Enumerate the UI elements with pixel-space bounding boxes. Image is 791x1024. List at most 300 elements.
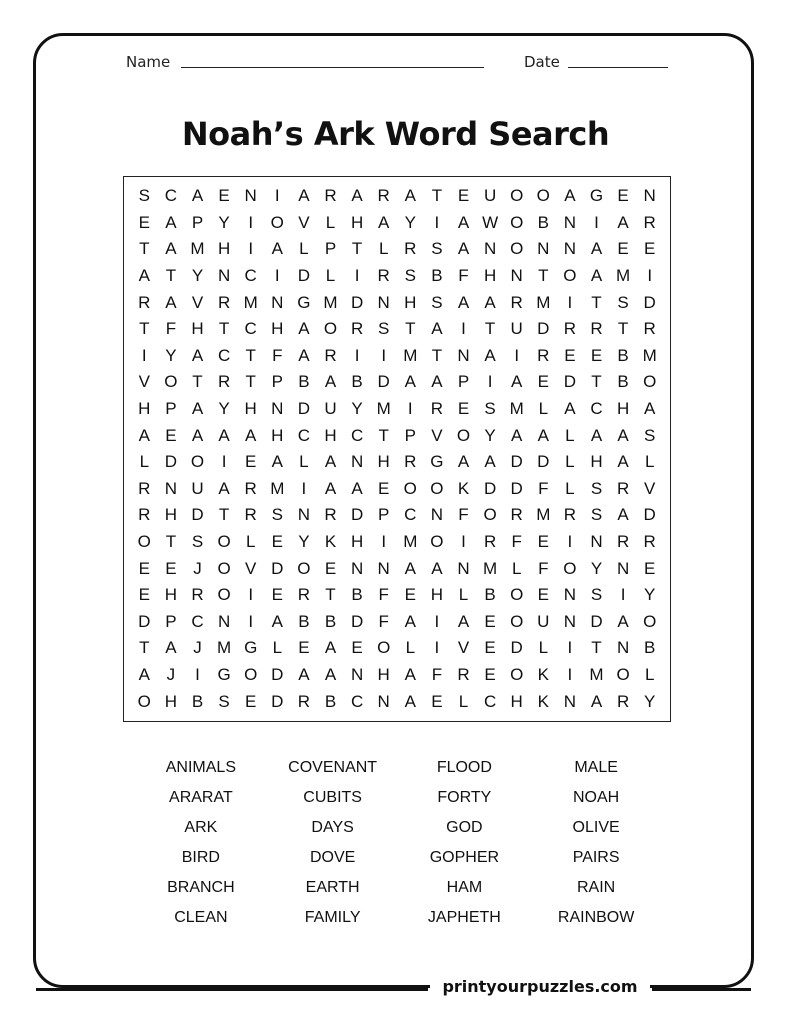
grid-letter[interactable]: L [458,585,469,605]
grid-letter[interactable]: N [164,478,178,498]
grid-letter[interactable]: E [404,585,416,605]
grid-letter[interactable]: E [537,372,549,392]
grid-letter[interactable]: R [510,505,523,525]
grid-letter[interactable]: L [538,638,549,658]
grid-letter[interactable]: U [324,399,337,419]
grid-letter[interactable]: B [484,585,496,605]
grid-letter[interactable]: A [431,558,443,578]
grid-letter[interactable]: O [270,212,284,232]
grid-letter[interactable]: A [165,292,177,312]
grid-letter[interactable]: M [509,399,524,419]
grid-letter[interactable]: Y [218,212,230,232]
grid-letter[interactable]: R [616,478,630,498]
grid-letter[interactable]: O [563,558,577,578]
grid-letter[interactable]: F [378,611,389,631]
grid-letter[interactable]: F [431,665,443,685]
grid-letter[interactable]: V [644,478,656,498]
grid-letter[interactable]: H [510,691,523,711]
grid-letter[interactable]: O [297,558,311,578]
grid-letter[interactable]: O [430,532,444,552]
grid-letter[interactable]: A [590,691,603,711]
grid-letter[interactable]: S [378,319,390,339]
grid-letter[interactable]: N [377,292,390,312]
grid-letter[interactable]: E [457,186,470,206]
grid-letter[interactable]: A [404,691,416,711]
grid-letter[interactable]: E [271,585,283,605]
grid-letter[interactable]: M [616,266,631,286]
grid-letter[interactable]: H [138,399,151,419]
grid-letter[interactable]: E [245,452,257,472]
grid-letter[interactable]: O [164,372,178,392]
grid-letter[interactable]: D [563,372,577,392]
grid-letter[interactable]: H [217,239,231,259]
grid-letter[interactable]: A [590,425,603,445]
grid-letter[interactable]: A [271,452,283,472]
grid-letter[interactable]: A [431,372,443,392]
grid-letter[interactable]: N [590,532,603,552]
grid-letter[interactable]: B [537,212,549,232]
grid-letter[interactable]: P [165,399,177,419]
grid-letter[interactable]: N [510,266,523,286]
grid-letter[interactable]: A [457,452,470,472]
grid-letter[interactable]: B [644,638,656,658]
grid-letter[interactable]: A [324,452,337,472]
grid-letter[interactable]: M [217,638,232,658]
grid-letter[interactable]: A [138,425,150,445]
grid-letter[interactable]: P [457,372,470,392]
grid-letter[interactable]: D [350,611,364,631]
grid-letter[interactable]: I [301,478,307,498]
grid-letter[interactable]: N [457,558,470,578]
grid-letter[interactable]: A [218,478,230,498]
grid-letter[interactable]: F [272,345,283,365]
grid-letter[interactable]: I [487,372,493,392]
grid-letter[interactable]: T [617,319,629,339]
grid-letter[interactable]: L [538,399,549,419]
grid-letter[interactable]: A [324,638,337,658]
grid-letter[interactable]: R [191,585,204,605]
name-field[interactable] [181,67,484,68]
grid-letter[interactable]: R [377,186,390,206]
grid-letter[interactable]: R [297,691,311,711]
grid-letter[interactable]: E [271,532,283,552]
grid-letter[interactable]: L [405,638,416,658]
grid-letter[interactable]: U [510,319,523,339]
grid-letter[interactable]: K [537,691,549,711]
grid-letter[interactable]: N [563,691,577,711]
grid-letter[interactable]: E [324,558,337,578]
grid-letter[interactable]: U [537,611,550,631]
grid-letter[interactable]: V [245,558,257,578]
grid-letter[interactable]: I [434,611,440,631]
grid-letter[interactable]: E [644,558,656,578]
grid-letter[interactable]: B [324,611,337,631]
grid-letter[interactable]: C [244,266,257,286]
grid-letter[interactable]: P [165,611,177,631]
grid-letter[interactable]: T [165,532,177,552]
grid-letter[interactable]: L [644,452,655,472]
grid-letter[interactable]: R [563,505,577,525]
grid-letter[interactable]: R [404,239,417,259]
grid-letter[interactable]: Y [191,266,204,286]
grid-letter[interactable]: E [590,345,603,365]
grid-letter[interactable]: A [511,425,523,445]
grid-letter[interactable]: N [616,638,630,658]
grid-letter[interactable]: A [271,611,283,631]
grid-letter[interactable]: F [458,505,469,525]
grid-letter[interactable]: C [244,319,257,339]
grid-letter[interactable]: P [404,425,416,445]
grid-letter[interactable]: E [245,691,257,711]
grid-letter[interactable]: Y [644,691,656,711]
grid-letter[interactable]: D [483,478,497,498]
grid-letter[interactable]: J [193,558,202,578]
grid-letter[interactable]: N [217,266,231,286]
grid-letter[interactable]: G [430,452,444,472]
grid-letter[interactable]: T [431,345,443,365]
grid-letter[interactable]: E [378,478,390,498]
grid-letter[interactable]: A [590,266,603,286]
grid-letter[interactable]: H [191,319,204,339]
grid-letter[interactable]: O [536,186,550,206]
grid-letter[interactable]: A [644,399,656,419]
grid-letter[interactable]: O [217,558,231,578]
grid-letter[interactable]: O [563,266,577,286]
grid-letter[interactable]: I [567,292,573,312]
grid-letter[interactable]: O [510,611,524,631]
grid-letter[interactable]: Y [351,399,363,419]
grid-letter[interactable]: I [567,638,573,658]
grid-letter[interactable]: T [378,425,389,445]
grid-letter[interactable]: R [537,345,550,365]
grid-letter[interactable]: H [350,532,364,552]
grid-letter[interactable]: R [643,212,656,232]
grid-letter[interactable]: D [590,611,603,631]
grid-letter[interactable]: K [324,532,337,552]
grid-letter[interactable]: I [221,452,227,472]
grid-letter[interactable]: N [563,212,577,232]
grid-letter[interactable]: R [244,505,257,525]
grid-letter[interactable]: I [274,186,280,206]
grid-letter[interactable]: O [483,505,497,525]
grid-letter[interactable]: H [271,319,284,339]
grid-letter[interactable]: D [297,399,311,419]
grid-letter[interactable]: I [248,212,254,232]
grid-letter[interactable]: B [191,691,204,711]
grid-letter[interactable]: I [620,585,626,605]
grid-letter[interactable]: A [617,611,629,631]
grid-letter[interactable]: L [272,638,283,658]
grid-letter[interactable]: H [404,292,417,312]
grid-letter[interactable]: L [565,478,575,498]
grid-letter[interactable]: C [164,186,178,206]
grid-letter[interactable]: L [299,239,309,259]
grid-letter[interactable]: P [324,239,337,259]
grid-letter[interactable]: I [248,239,254,259]
grid-letter[interactable]: T [484,319,496,339]
grid-letter[interactable]: A [138,665,150,685]
word-search-grid[interactable] [123,176,671,722]
grid-letter[interactable]: I [514,345,520,365]
grid-letter[interactable]: A [191,399,204,419]
grid-letter[interactable]: T [325,585,336,605]
grid-letter[interactable]: T [591,638,602,658]
grid-letter[interactable]: A [138,266,150,286]
grid-letter[interactable]: A [564,399,576,419]
grid-letter[interactable]: A [617,452,629,472]
grid-letter[interactable]: A [431,319,443,339]
grid-letter[interactable]: L [245,532,256,552]
grid-letter[interactable]: R [324,186,337,206]
grid-letter[interactable]: V [138,372,150,392]
grid-letter[interactable]: T [591,372,602,392]
grid-letter[interactable]: L [325,266,336,286]
grid-letter[interactable]: A [537,425,549,445]
grid-letter[interactable]: T [538,266,549,286]
grid-letter[interactable]: R [643,319,656,339]
grid-letter[interactable]: D [643,505,656,525]
grid-letter[interactable]: O [137,532,151,552]
grid-letter[interactable]: N [563,585,577,605]
grid-letter[interactable]: A [298,319,310,339]
grid-letter[interactable]: E [537,585,549,605]
grid-letter[interactable]: I [461,319,466,339]
grid-letter[interactable]: B [351,585,363,605]
grid-letter[interactable]: I [195,665,200,685]
grid-letter[interactable]: S [590,478,603,498]
grid-letter[interactable]: K [457,478,470,498]
grid-letter[interactable]: A [404,665,416,685]
grid-letter[interactable]: C [350,691,364,711]
grid-letter[interactable]: K [537,665,549,685]
grid-letter[interactable]: O [190,452,205,472]
grid-letter[interactable]: P [271,372,283,392]
grid-letter[interactable]: P [378,505,390,525]
grid-letter[interactable]: A [404,372,416,392]
grid-letter[interactable]: F [165,319,177,339]
grid-letter[interactable]: N [430,505,444,525]
grid-letter[interactable]: S [431,239,443,259]
grid-letter[interactable]: A [457,611,470,631]
grid-letter[interactable]: S [590,505,603,525]
grid-letter[interactable]: O [643,372,657,392]
grid-letter[interactable]: O [510,239,524,259]
grid-letter[interactable]: L [644,665,655,685]
grid-letter[interactable]: T [139,319,150,339]
grid-letter[interactable]: O [244,665,258,685]
grid-letter[interactable]: N [271,292,284,312]
grid-letter[interactable]: E [617,186,629,206]
grid-letter[interactable]: M [243,292,258,312]
grid-letter[interactable]: B [351,372,363,392]
grid-letter[interactable]: R [138,292,151,312]
grid-letter[interactable]: C [297,425,311,445]
grid-letter[interactable]: J [166,665,176,685]
grid-letter[interactable]: R [457,665,470,685]
grid-letter[interactable]: E [457,399,470,419]
grid-letter[interactable]: A [298,665,310,685]
grid-letter[interactable]: A [165,638,177,658]
grid-letter[interactable]: I [567,665,573,685]
grid-letter[interactable]: E [298,638,310,658]
grid-letter[interactable]: S [617,292,629,312]
grid-letter[interactable]: A [351,186,363,206]
grid-letter[interactable]: A [191,345,204,365]
grid-letter[interactable]: H [164,505,178,525]
grid-letter[interactable]: E [644,239,656,259]
grid-letter[interactable]: A [457,239,470,259]
grid-letter[interactable]: F [511,532,522,552]
grid-letter[interactable]: R [217,372,231,392]
grid-letter[interactable]: A [404,186,416,206]
grid-letter[interactable]: E [484,611,496,631]
grid-letter[interactable]: A [404,558,416,578]
grid-letter[interactable]: L [565,425,575,445]
grid-letter[interactable]: C [217,345,231,365]
grid-letter[interactable]: D [297,266,311,286]
grid-letter[interactable]: I [647,266,653,286]
grid-letter[interactable]: F [458,266,469,286]
grid-letter[interactable]: I [248,585,254,605]
grid-letter[interactable]: I [354,266,360,286]
grid-letter[interactable]: A [165,212,177,232]
grid-letter[interactable]: N [483,239,497,259]
grid-letter[interactable]: T [165,266,177,286]
grid-letter[interactable]: O [616,665,630,685]
grid-letter[interactable]: F [538,478,549,498]
grid-letter[interactable]: T [351,239,363,259]
grid-letter[interactable]: E [484,665,496,685]
grid-letter[interactable]: E [138,585,150,605]
grid-letter[interactable]: A [165,239,177,259]
grid-letter[interactable]: E [564,345,576,365]
grid-letter[interactable]: L [325,212,336,232]
grid-letter[interactable]: A [218,425,230,445]
grid-letter[interactable]: T [218,319,230,339]
grid-letter[interactable]: Y [165,345,177,365]
grid-letter[interactable]: R [297,585,311,605]
grid-letter[interactable]: M [190,239,205,259]
grid-letter[interactable]: R [138,478,151,498]
grid-letter[interactable]: D [350,505,364,525]
grid-letter[interactable]: D [537,319,550,339]
grid-letter[interactable]: C [590,399,603,419]
grid-letter[interactable]: R [643,532,656,552]
grid-letter[interactable]: N [244,186,257,206]
grid-letter[interactable]: T [405,319,416,339]
grid-letter[interactable]: M [403,345,418,365]
grid-letter[interactable]: D [138,611,151,631]
grid-letter[interactable]: G [217,665,231,685]
grid-letter[interactable]: Y [218,399,230,419]
grid-letter[interactable]: I [381,345,387,365]
grid-letter[interactable]: U [483,186,497,206]
grid-letter[interactable]: A [245,425,257,445]
grid-letter[interactable]: O [643,611,657,631]
grid-letter[interactable]: E [484,638,496,658]
grid-letter[interactable]: I [274,266,280,286]
grid-letter[interactable]: T [192,372,203,392]
grid-letter[interactable]: C [350,425,364,445]
grid-letter[interactable]: I [407,399,413,419]
grid-letter[interactable]: A [484,452,496,472]
grid-letter[interactable]: N [563,239,577,259]
grid-letter[interactable]: L [511,558,522,578]
grid-letter[interactable]: B [617,345,629,365]
grid-letter[interactable]: S [590,585,603,605]
grid-letter[interactable]: N [457,345,470,365]
grid-letter[interactable]: R [377,266,390,286]
grid-letter[interactable]: A [511,372,523,392]
grid-letter[interactable]: D [191,505,204,525]
grid-letter[interactable]: H [483,266,497,286]
grid-letter[interactable]: S [404,266,416,286]
grid-letter[interactable]: C [404,505,417,525]
grid-letter[interactable]: A [324,372,337,392]
grid-letter[interactable]: D [510,478,523,498]
grid-letter[interactable]: G [244,638,258,658]
grid-letter[interactable]: R [324,505,337,525]
grid-letter[interactable]: O [377,638,391,658]
grid-letter[interactable]: E [431,691,443,711]
grid-letter[interactable]: E [617,239,629,259]
grid-letter[interactable]: M [589,665,604,685]
grid-letter[interactable]: G [589,186,604,206]
grid-letter[interactable]: O [456,425,471,445]
grid-letter[interactable]: S [271,505,283,525]
grid-letter[interactable]: H [324,425,337,445]
grid-letter[interactable]: E [138,558,150,578]
grid-letter[interactable]: A [457,292,470,312]
grid-letter[interactable]: D [271,691,284,711]
grid-letter[interactable]: L [565,452,575,472]
grid-letter[interactable]: R [138,505,151,525]
grid-letter[interactable]: D [271,665,284,685]
grid-letter[interactable]: V [431,425,443,445]
grid-letter[interactable]: O [430,478,444,498]
grid-letter[interactable]: B [617,372,629,392]
grid-letter[interactable]: I [461,532,466,552]
grid-letter[interactable]: R [510,292,523,312]
grid-letter[interactable]: D [510,452,523,472]
grid-letter[interactable]: L [299,452,309,472]
grid-letter[interactable]: E [138,212,150,232]
grid-letter[interactable]: F [538,558,549,578]
grid-letter[interactable]: F [378,585,389,605]
footer-site-link[interactable]: printyourpuzzles.com [430,976,650,998]
grid-letter[interactable]: A [457,212,470,232]
grid-letter[interactable]: R [616,532,630,552]
grid-letter[interactable]: Y [644,585,656,605]
grid-letter[interactable]: A [378,212,390,232]
grid-letter[interactable]: D [164,452,178,472]
grid-letter[interactable]: V [298,212,310,232]
grid-letter[interactable]: N [377,558,390,578]
grid-letter[interactable]: T [431,186,443,206]
grid-letter[interactable]: A [191,425,204,445]
grid-letter[interactable]: V [457,638,470,658]
grid-letter[interactable]: A [298,186,310,206]
grid-letter[interactable]: A [484,292,496,312]
grid-letter[interactable]: E [165,558,177,578]
grid-letter[interactable]: I [381,532,387,552]
grid-letter[interactable]: A [298,345,310,365]
grid-letter[interactable]: W [482,212,499,232]
grid-letter[interactable]: N [643,186,656,206]
grid-letter[interactable]: N [377,691,390,711]
grid-letter[interactable]: H [590,452,603,472]
grid-letter[interactable]: O [510,585,524,605]
